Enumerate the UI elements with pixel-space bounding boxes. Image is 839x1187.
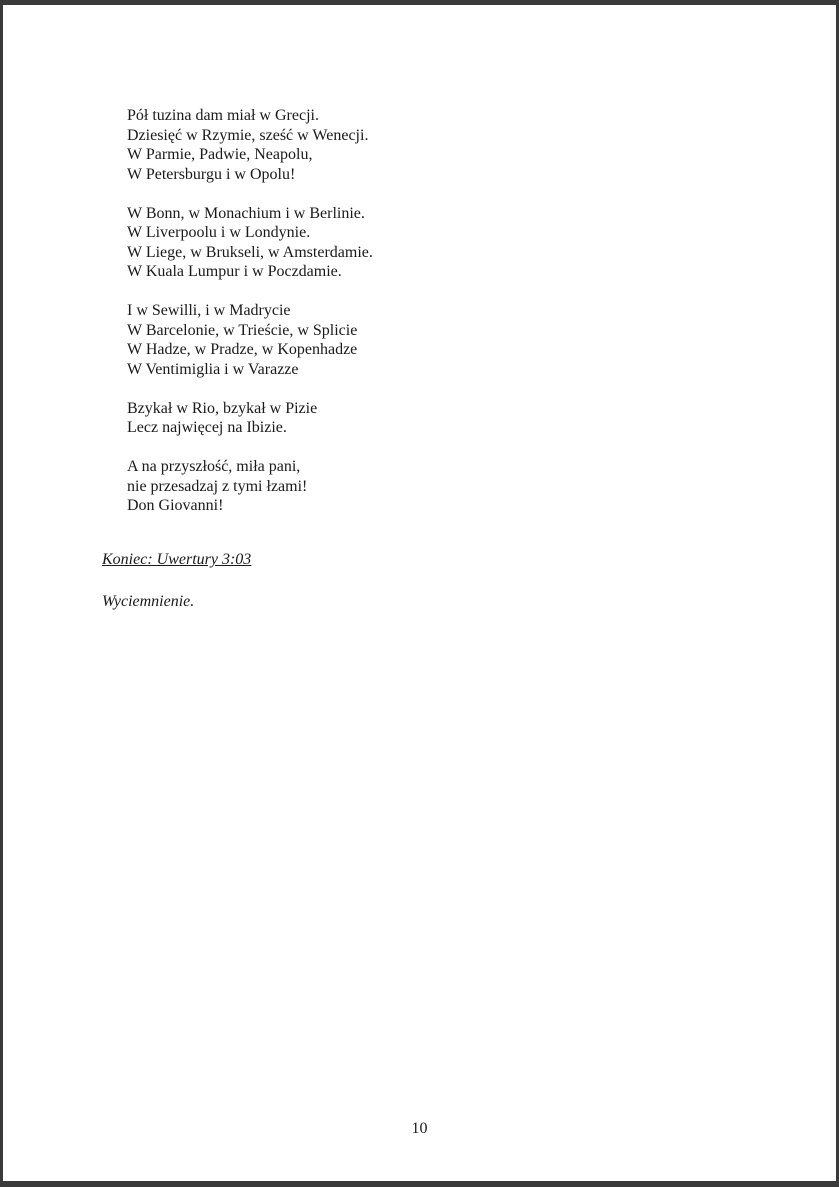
- stanza: [127, 301, 373, 379]
- lyric-line: W Ventimiglia i w Varazze: [127, 360, 299, 378]
- lyric-line: Lecz najwięcej na Ibizie.: [127, 419, 287, 436]
- lyric-line: W Petersburgu i w Opolu!: [127, 165, 296, 183]
- lyric-line: Don Giovanni!: [127, 497, 224, 514]
- lyric-line: nie przesadzaj z tymi łzami!: [127, 477, 308, 495]
- lyric-line: Bzykał w Rio, bzykał w Pizie: [127, 399, 318, 417]
- stanza: [127, 399, 373, 438]
- lyric-line: I w Sewilli, i w Madrycie: [127, 302, 291, 319]
- end-of-overture-note: Koniec: Uwertury 3:03: [102, 551, 252, 568]
- lyric-line: W Bonn, w Monachium i w Berlinie.: [127, 204, 365, 222]
- lyric-line: A na przyszłość, miła pani,: [127, 458, 301, 475]
- stanza: [127, 106, 373, 184]
- lyric-line: W Barcelonie, w Trieście, w Splicie: [127, 321, 358, 339]
- stanza: [127, 457, 373, 516]
- stanza: [127, 204, 373, 282]
- lyric-line: Dziesięć w Rzymie, sześć w Wenecji.: [127, 126, 369, 144]
- lyric-line: W Kuala Lumpur i w Poczdamie.: [127, 263, 342, 280]
- stage-direction: Wyciemnienie.: [102, 593, 195, 610]
- song-lyrics: [127, 106, 373, 535]
- lyric-line: W Liege, w Brukseli, w Amsterdamie.: [127, 243, 373, 261]
- lyric-line: W Hadze, w Pradze, w Kopenhadze: [127, 341, 358, 358]
- lyric-line: W Parmie, Padwie, Neapolu,: [127, 146, 313, 163]
- lyric-line: Pół tuzina dam miał w Grecji.: [127, 107, 319, 124]
- page-number: 10: [411, 1120, 428, 1137]
- lyric-line: W Liverpoolu i w Londynie.: [127, 224, 311, 241]
